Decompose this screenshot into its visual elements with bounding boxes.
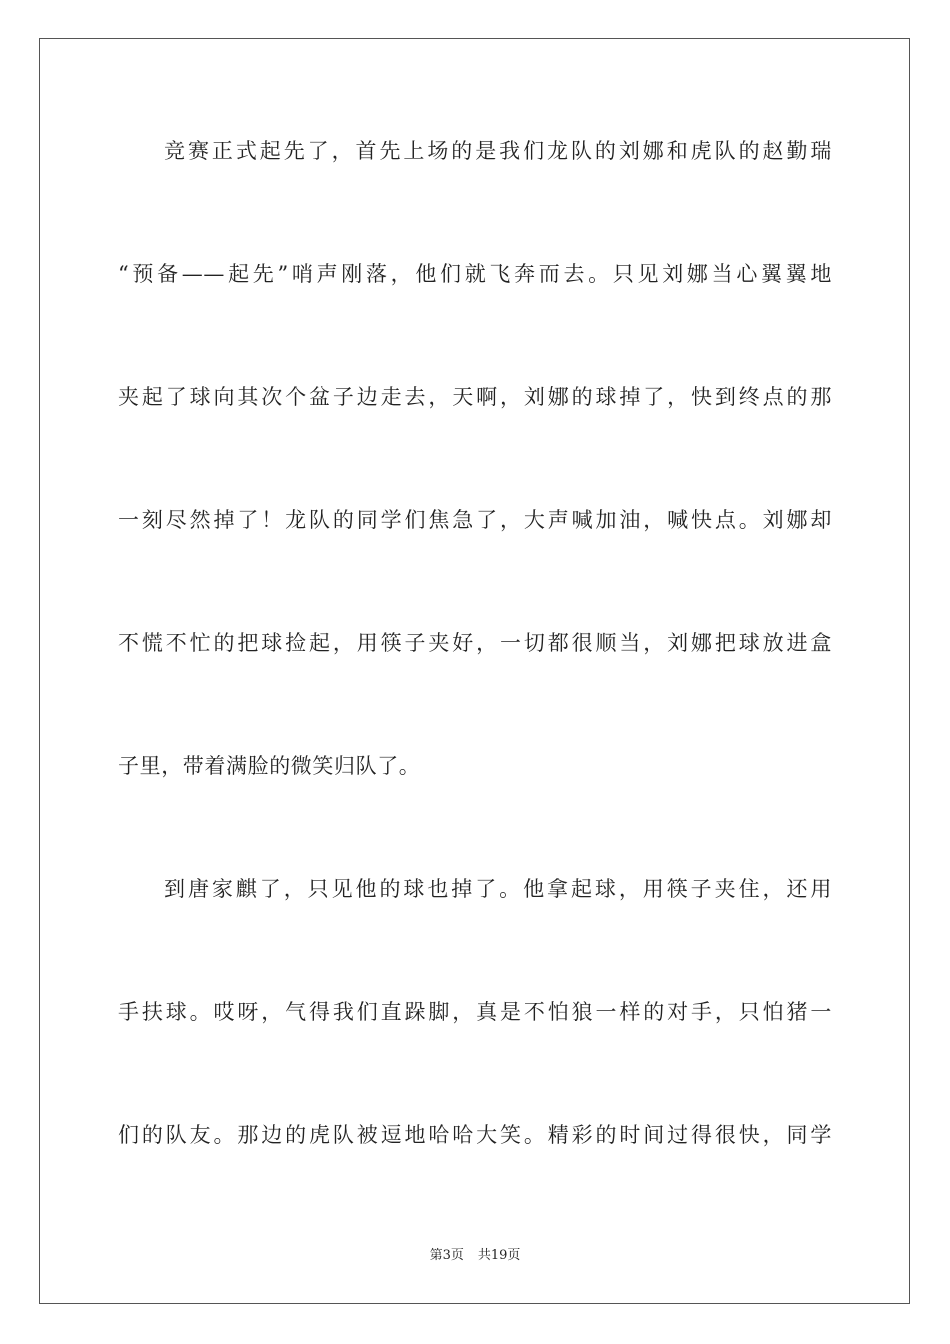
paragraph-1-line-3: 夹起了球向其次个盆子边走去，天啊，刘娜的球掉了，快到终点的那 [118, 385, 832, 409]
page-number: 第3页 [429, 1248, 464, 1263]
paragraph-2-line-3: 们的队友。那边的虎队被逗地哈哈大笑。精彩的时间过得很快，同学 [118, 1123, 832, 1147]
paragraph-1-line-4: 一刻尽然掉了！龙队的同学们焦急了，大声喊加油，喊快点。刘娜却 [118, 508, 832, 532]
page-frame [39, 38, 910, 1304]
paragraph-2-line-2: 手扶球。哎呀，气得我们直跺脚，真是不怕狼一样的对手，只怕猪一 [118, 1000, 832, 1024]
paragraph-1-line-1: 竞赛正式起先了，首先上场的是我们龙队的刘娜和虎队的赵勤瑞 [164, 139, 832, 163]
page-total: 共19页 [477, 1248, 521, 1263]
page-footer [0, 1246, 950, 1266]
paragraph-1-line-2: “预备——起先”哨声刚落，他们就飞奔而去。只见刘娜当心翼翼地 [118, 262, 832, 286]
paragraph-1-line-6: 子里，带着满脸的微笑归队了。 [118, 754, 421, 778]
paragraph-1-line-5: 不慌不忙的把球捡起，用筷子夹好，一切都很顺当，刘娜把球放进盒 [118, 631, 832, 655]
paragraph-2-line-1: 到唐家麒了，只见他的球也掉了。他拿起球，用筷子夹住，还用 [164, 877, 832, 901]
